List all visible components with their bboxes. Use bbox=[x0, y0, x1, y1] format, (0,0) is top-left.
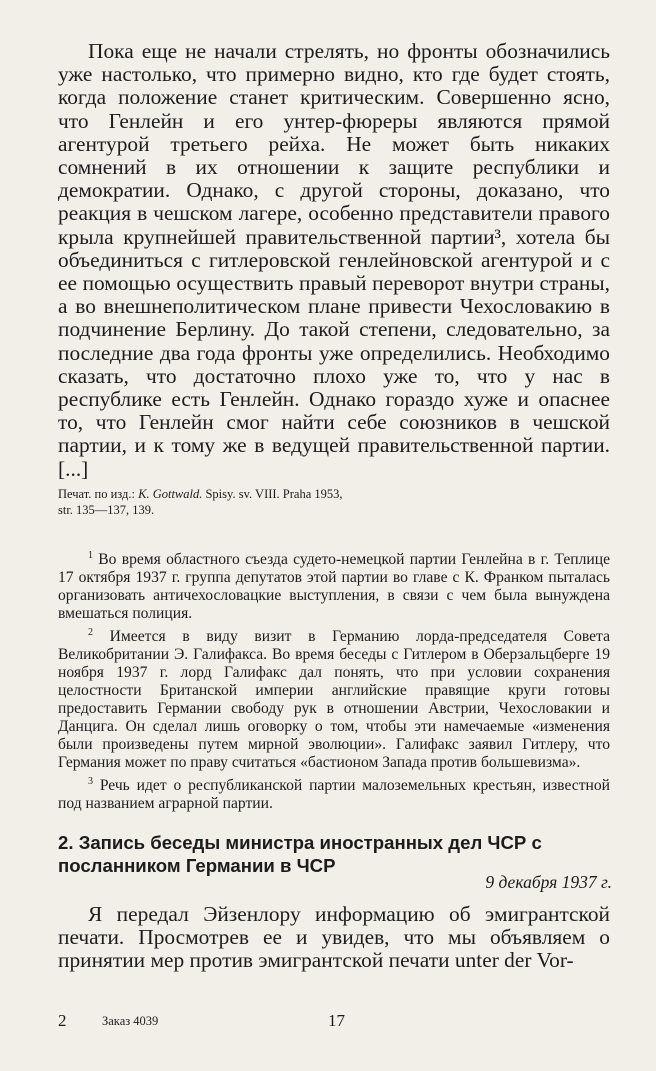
document-paragraph: Я передал Эйзенлору информацию об эмигрантской печати. Просмотрев ее и увидев, что мы объявляем о принятии мер против эмигрантской печати unter der Vor- bbox=[58, 902, 610, 973]
footnote bbox=[58, 773, 610, 813]
main-paragraph: Пока еще не начали стрелять, но фронты обозначились уже настолько, что примерно видно, кто где будет стоять, когда положение станет критическим. Совершенно ясно, что Генлейн и его унтер-фюреры являются прямой агентурой третьего рейха. Не может быть никаких сомнений в их отношении к защите республики и демократии. Однако, с другой стороны, доказано, что реакция в чешском лагере, особенно представители правого крыла крупнейшей правительственной партии³, хотела бы объединиться с гитлеровской генлейновской агентурой и с ее помощью осуществить правый переворот внутри страны, а во внешнеполитическом плане привести Чехословакию в подчинение Берлину. До такой степени, следовательно, за последние два года фронты уже определились. Необходимо сказать, что достаточно плохо уже то, что у нас в республике есть Генлейн. Однако гораздо хуже и опаснее то, что Генлейн смог найти себе союзников в чешской партии, и к тому же в ведущей правительственной партии. [...] bbox=[58, 39, 610, 481]
order-number: Заказ 4039 bbox=[102, 1014, 159, 1028]
source-rest: Spisy. sv. VIII. Praha 1953, str. 135—137, 139. bbox=[58, 487, 343, 517]
page-number: 17 bbox=[328, 1011, 345, 1030]
document-date: 9 декабря 1937 г. bbox=[485, 872, 612, 892]
document-title: Запись беседы министра иностранных дел ЧСР с посланником Германии в ЧСР bbox=[58, 832, 542, 876]
document-heading bbox=[58, 831, 610, 877]
document-text-block bbox=[58, 903, 610, 973]
source-author: K. Gottwald. bbox=[138, 487, 203, 501]
document-number: 2. bbox=[58, 832, 74, 853]
footnote-text: Речь идет о республиканской партии малоземельных крестьян, известной под названием аграрной партии. bbox=[58, 776, 610, 812]
footnotes bbox=[58, 547, 610, 813]
footnote-mark: 1 bbox=[88, 550, 93, 561]
footnote-mark: 3 bbox=[88, 775, 93, 787]
footnote bbox=[58, 547, 610, 624]
page-footer bbox=[58, 1011, 610, 1033]
footnote-text: Во время областного съезда судето-немецкой партии Генлейна в г. Теплице 17 октября 1937 г. группа депутатов этой партии во главе с К. Франком пыталась организовать античехословацкие выступления, в связи с чем была вынуждена вмешаться полиция. bbox=[58, 551, 611, 623]
source-prefix: Печат. по изд.: bbox=[58, 487, 135, 501]
source-citation bbox=[58, 487, 358, 518]
main-text-block bbox=[58, 40, 610, 481]
sheet-number: 2 bbox=[58, 1011, 67, 1030]
footnote bbox=[58, 624, 610, 773]
footnote-text: Имеется в виду визит в Германию лорда-председателя Совета Великобритании Э. Галифакса. Во время беседы с Гитлером в Оберзальцберге 19 ноября 1937 г. лорд Галифакс дал понять, что при условии сохранения целостности Британской империи английские правящие круги готовы предоставить Германии свободу рук в отношении Австрии, Чехословакии и Данцига. Он сделал лишь оговорку о том, чтобы эти намечаемые «изменения были произведены путем мирной эволюции». Галифакс заявил Гитлеру, что Германия может по праву считаться «бастионом Запада против большевизма». bbox=[58, 627, 610, 772]
footnote-mark: 2 bbox=[88, 626, 93, 638]
